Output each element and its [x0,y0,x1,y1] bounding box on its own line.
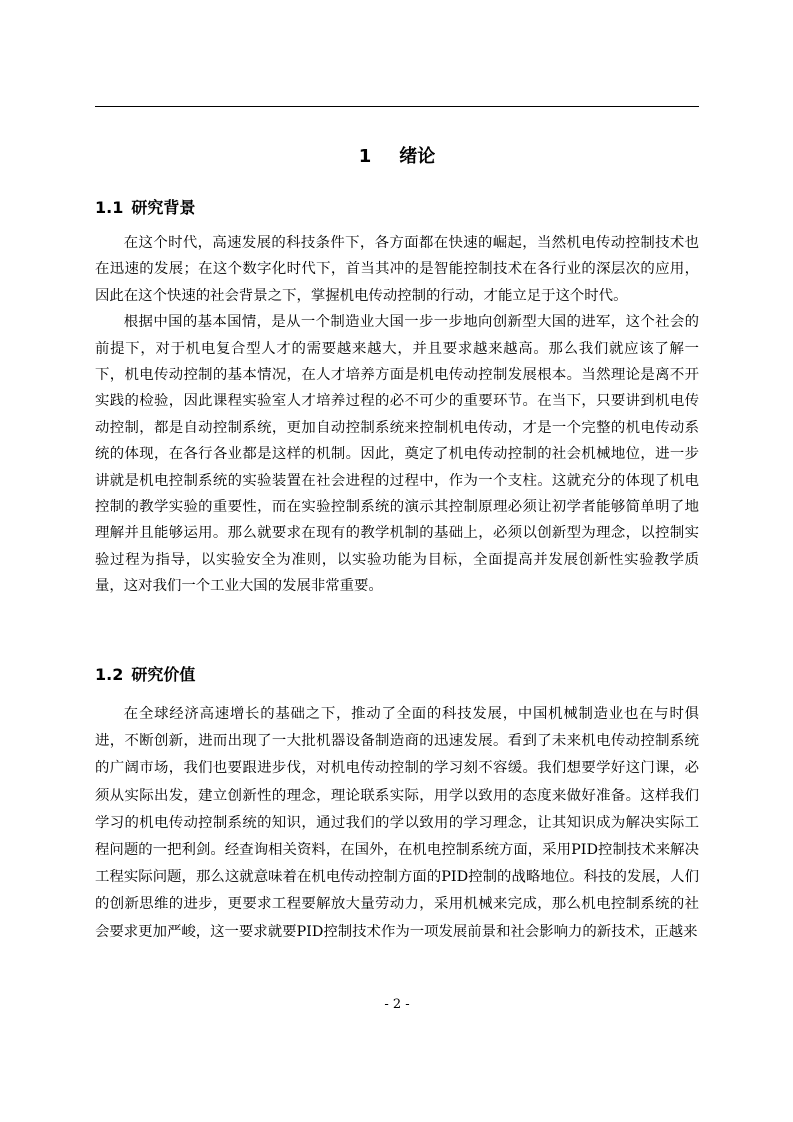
section-number: 1.2 [95,665,124,684]
section-heading-1-1 [95,195,195,218]
section-heading-1-2 [95,662,195,685]
chapter-title [95,142,699,168]
header-rule [95,106,699,107]
paragraph: 在这个时代，高速发展的科技条件下，各方面都在快速的崛起，当然机电传动控制技术也在迅速的发展；在这个数字化时代下，首当其冲的是智能控制技术在各行业的深层次的应用，因此在这个快速的社会背景之下，掌握机电传动控制的行动，才能立足于这个时代。 [95,235,699,304]
section-number: 1.1 [95,198,124,217]
section-body-1-2 [95,701,699,946]
chapter-number: 1 [358,146,372,167]
section-title: 研究背景 [131,198,196,217]
section-body-1-1 [95,230,699,600]
chapter-title-text: 绪论 [399,146,436,167]
page-number: - 2 - [384,997,410,1012]
section-title: 研究价值 [131,665,196,684]
paragraph: 在全球经济高速增长的基础之下，推动了全面的科技发展，中国机械制造业也在与时俱进，不断创新，进而出现了一大批机器设备制造商的迅速发展。看到了未来机电传动控制系统的广阔市场，我们也要跟进步伐，对机电传动控制的学习刻不容缓。我们想要学好这门课，必须从实际出发，建立创新性的理念，理论联系实际，用学以致用的态度来做好准备。这样我们学习的机电传动控制系统的知识，通过我们的学以致用的学习理念，让其知识成为解决实际工程问题的一把利剑。经查询相关资料，在国外，在机电控制系统方面，采用PID控制技术来解决工程实际问题，那么这就意味着在机电传动控制方面的PID控制的战略地位。科技的发展，人们的创新思维的进步，更要求工程要解放大量劳动力，采用机械来完成，那么机电控制系统的社会要求更加严峻，这一要求就要PID控制技术作为一项发展前景和社会影响力的新技术，正越来 [95,706,699,940]
paragraph: 根据中国的基本国情，是从一个制造业大国一步一步地向创新型大国的进军，这个社会的前提下，对于机电复合型人才的需要越来越大，并且要求越来越高。那么我们就应该了解一下，机电传动控制的基本情况，在人才培养方面是机电传动控制发展根本。当然理论是离不开实践的检验，因此课程实验室人才培养过程的必不可少的重要环节。在当下，只要讲到机电传动控制，都是自动控制系统，更加自动控制系统来控制机电传动，才是一个完整的机电传动系统的体现，在各行各业都是这样的机制。因此，奠定了机电传动控制的社会机械地位，进一步讲就是机电控制系统的实验装置在社会进程的过程中，作为一个支柱。这就充分的体现了机电控制的教学实验的重要性，而在实验控制系统的演示其控制原理必须让初学者能够简单明了地理解并且能够运用。那么就要求在现有的教学机制的基础上，必须以创新型为理念，以控制实验过程为指导，以实验安全为准则，以实验功能为目标，全面提高并发展创新性实验教学质量，这对我们一个工业大国的发展非常重要。 [95,314,699,595]
